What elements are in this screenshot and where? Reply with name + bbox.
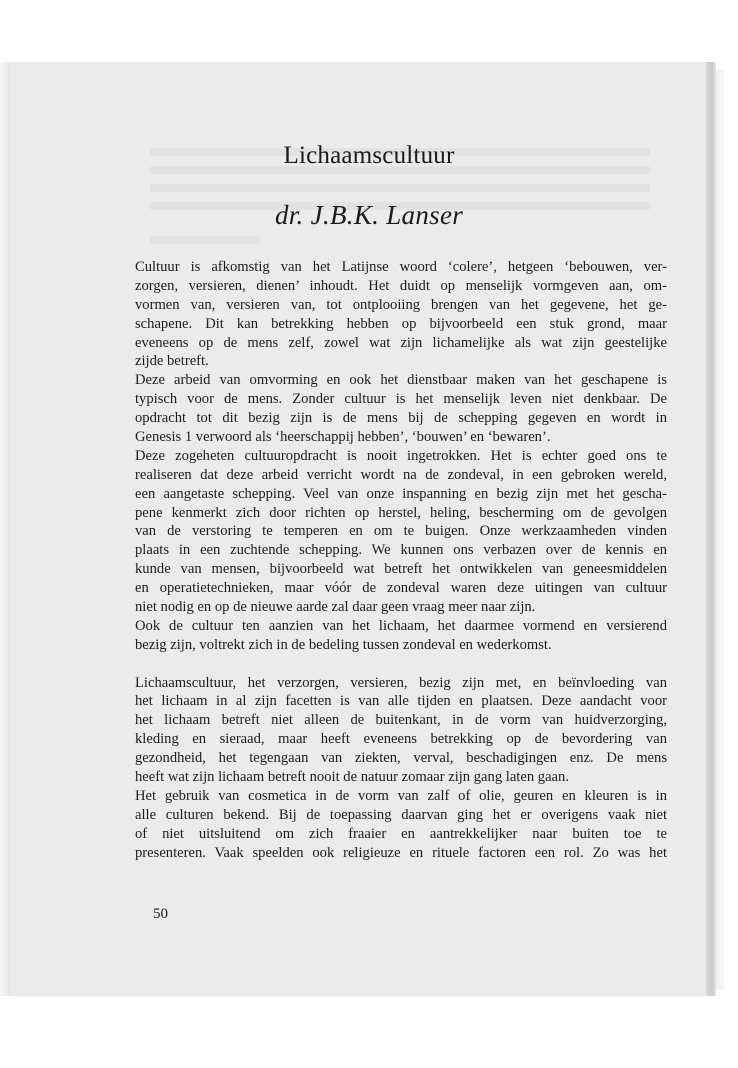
text-line: schapene. Dit kan betrekking hebben op bijvoorbeeld een stuk grond, maar — [135, 315, 667, 332]
text-line: vormen van, versieren van, tot ontplooiing brengen van het gegevene, het ge- — [135, 296, 667, 313]
text-line: of niet uitsluitend om zich fraaier en aantrekkelijker naar buiten toe te — [135, 825, 667, 842]
body-text — [135, 258, 667, 863]
text-line: bezig zijn, voltrekt zich in de bedeling tussen zondeval en wederkomst. — [135, 636, 552, 653]
text-line: heeft wat zijn lichaam betreft nooit de natuur zomaar zijn gang laten gaan. — [135, 769, 569, 786]
text-line: eveneens op de mens zelf, zowel wat zijn lichamelijke als wat zijn geestelijke — [135, 334, 667, 351]
show-through — [150, 184, 650, 192]
page-number: 50 — [153, 906, 168, 922]
text-line: zorgen, versieren, dienen’ inhoudt. Het duidt op menselijk vormgeven aan, om- — [135, 277, 667, 294]
paragraph — [135, 674, 667, 787]
text-line: Ook de cultuur ten aanzien van het lichaam, het daarmee vormend en versierend — [135, 617, 667, 634]
text-line: zijde betreft. — [135, 353, 209, 370]
text-line: Deze arbeid van omvorming en ook het dienstbaar maken van het geschapene is — [135, 372, 667, 389]
paragraph — [135, 787, 667, 863]
text-line: gezondheid, het tegengaan van ziekten, verval, beschadigingen enz. De mens — [135, 750, 667, 767]
paragraph — [135, 258, 667, 371]
text-line: en operatietechnieken, maar vóór de zondeval waren deze uitingen van cultuur — [135, 580, 667, 597]
show-through — [150, 236, 260, 244]
paragraph — [135, 371, 667, 447]
text-line: pene kenmerkt zich door richten op herstel, heling, bescherming om de gevolgen — [135, 504, 667, 521]
text-line: realiseren dat deze arbeid verricht wordt na de zondeval, in een gebroken wereld, — [135, 466, 667, 483]
text-line: Genesis 1 verwoord als ‘heerschappij hebben’, ‘bouwen’ en ‘bewaren’. — [135, 429, 551, 446]
chapter-title: Lichaamscultuur — [283, 142, 455, 169]
paragraph — [135, 617, 667, 655]
author-name: dr. J.B.K. Lanser — [274, 200, 464, 230]
text-line: van de verstoring te temperen en om te buigen. Onze werkzaamheden vinden — [135, 523, 667, 540]
text-line: Cultuur is afkomstig van het Latijnse woord ‘colere’, hetgeen ‘bebouwen, ver- — [135, 259, 667, 275]
text-line: plaats in een zuchtende schepping. We kunnen ons verbazen over de kennis en — [135, 542, 667, 559]
text-line: het lichaam betreft niet alleen de buitenkant, in de vorm van huidverzorging, — [135, 712, 667, 729]
text-line: typisch voor de mens. Zonder cultuur is het menselijk leven niet denkbaar. De — [135, 391, 667, 408]
text-line: kleding en sieraad, maar heeft eveneens betrekking op de bevordering van — [135, 731, 667, 748]
text-line: presenteren. Vaak speelden ook religieuze en rituele factoren een rol. Zo was het — [135, 844, 667, 861]
text-line: Deze zogeheten cultuuropdracht is nooit ingetrokken. Het is echter goed ons te — [135, 447, 667, 464]
section-break — [135, 655, 667, 674]
paragraph — [135, 447, 667, 617]
text-line: niet nodig en op de nieuwe aarde zal daar geen vraag meer naar zijn. — [135, 599, 536, 616]
text-line: alle culturen bekend. Bij de toepassing daarvan ging het er overigens vaak niet — [135, 806, 667, 823]
text-line: een aangetaste schepping. Veel van onze inspanning en bezig zijn met het gescha- — [135, 485, 667, 502]
text-line: Het gebruik van cosmetica in de vorm van zalf of olie, geuren en kleuren is in — [135, 787, 667, 804]
text-line: Lichaamscultuur, het verzorgen, versieren, bezig zijn met, en beïnvloeding van — [135, 674, 667, 691]
text-line: het lichaam in al zijn facetten is van alle tijden en plaatsen. Deze aandacht voor — [135, 693, 667, 710]
text-line: kunde van mensen, bijvoorbeeld wat betreft het ontwikkelen van geneesmiddelen — [135, 561, 667, 578]
text-line: opdracht tot dit bezig zijn is de mens bij de schepping gegeven en wordt in — [135, 410, 667, 427]
